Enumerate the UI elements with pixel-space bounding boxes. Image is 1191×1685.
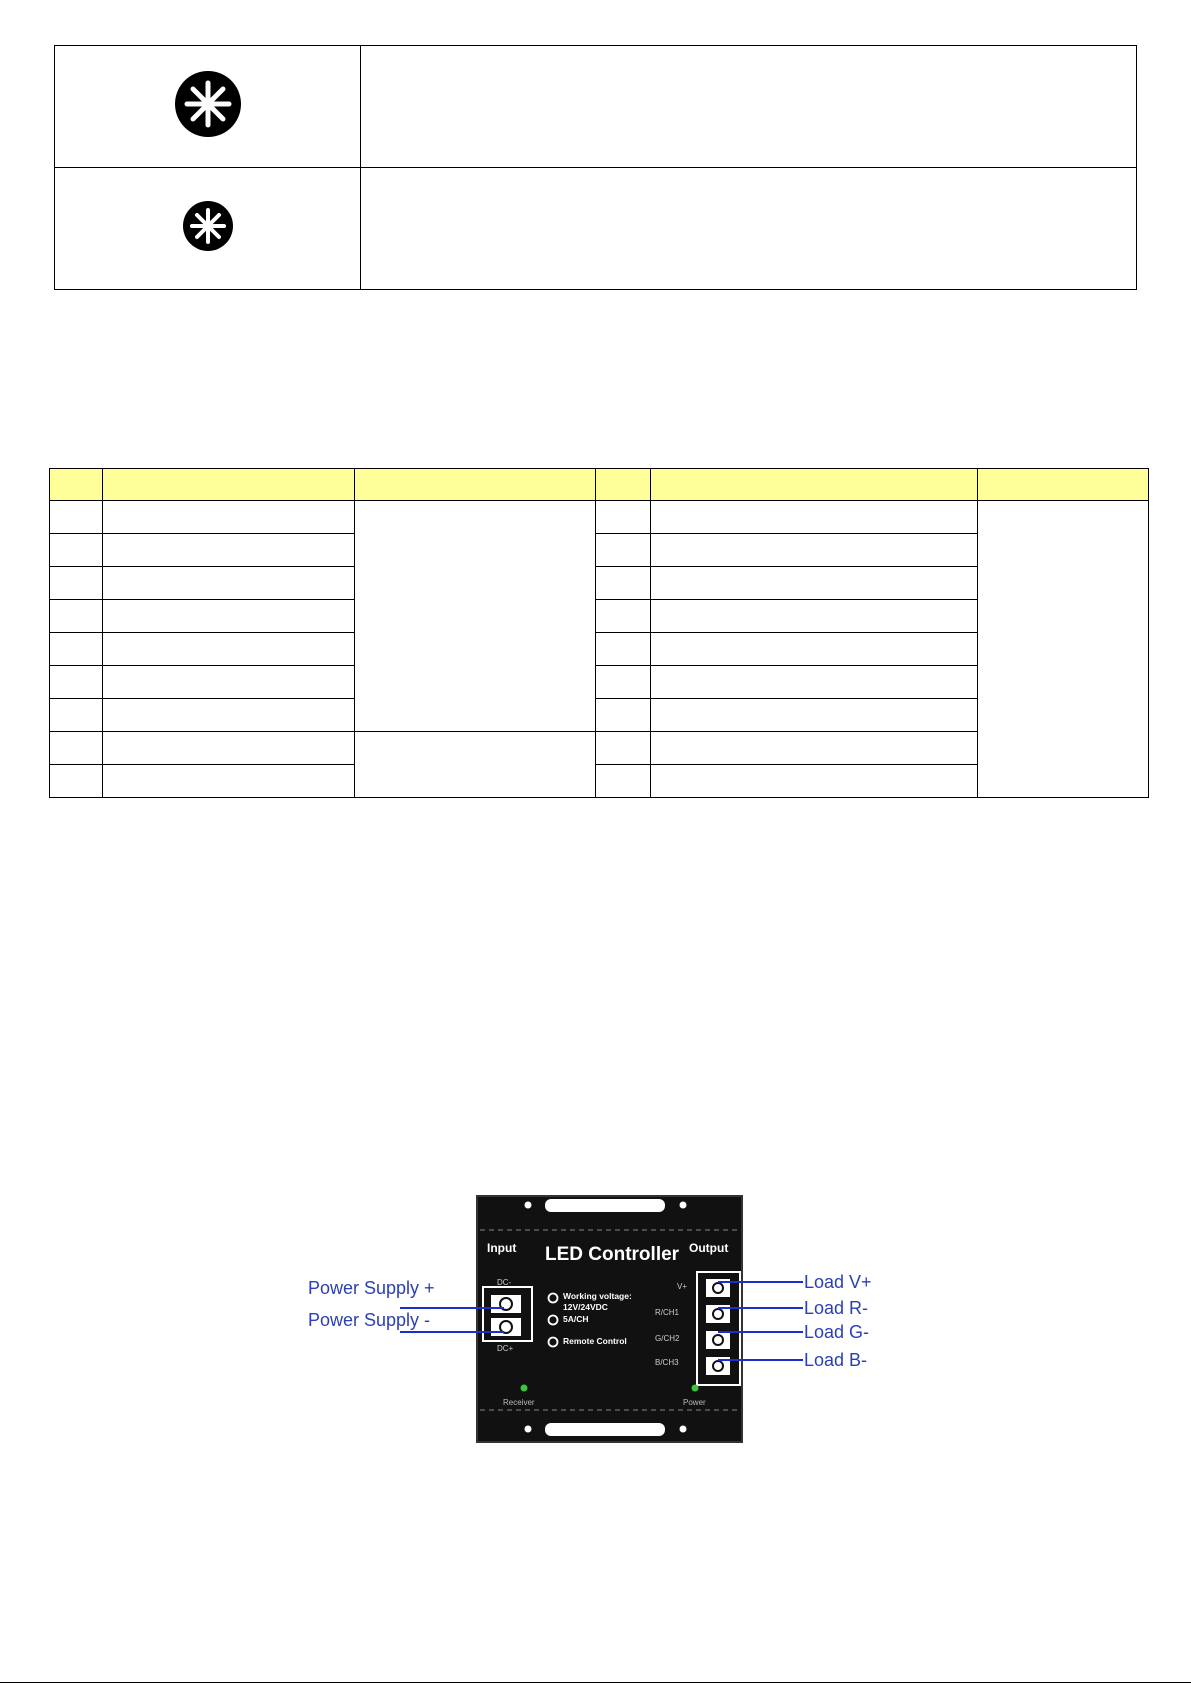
output-terminal — [706, 1331, 730, 1349]
table-cell — [50, 732, 103, 765]
spec-table — [49, 468, 1149, 798]
table-cell — [651, 534, 978, 567]
header-cell — [978, 469, 1149, 501]
table-cell — [651, 567, 978, 600]
table-cell-merged — [978, 501, 1149, 798]
output-label: Output — [689, 1241, 729, 1255]
table-cell — [103, 699, 355, 732]
icon-table-row — [55, 46, 1137, 168]
terminal-label-v-plus: V+ — [677, 1282, 688, 1291]
table-cell — [651, 699, 978, 732]
table-cell — [103, 534, 355, 567]
table-cell — [103, 633, 355, 666]
mount-slot-top — [545, 1199, 665, 1212]
info-line-remote: Remote Control — [563, 1336, 627, 1346]
load-v-plus-label: Load V+ — [804, 1272, 872, 1292]
table-cell — [651, 765, 978, 798]
table-cell — [50, 633, 103, 666]
table-cell — [596, 567, 651, 600]
table-cell — [596, 501, 651, 534]
header-cell — [651, 469, 978, 501]
icon-cell — [55, 168, 361, 290]
power-label: Power — [683, 1398, 706, 1407]
table-cell — [103, 765, 355, 798]
icon-table — [54, 45, 1137, 290]
table-cell — [50, 765, 103, 798]
table-cell — [596, 534, 651, 567]
mount-slot-bottom — [545, 1423, 665, 1436]
header-cell — [50, 469, 103, 501]
terminal-label-r: R/CH1 — [655, 1308, 680, 1317]
table-cell — [103, 666, 355, 699]
load-b-minus-label: Load B- — [804, 1350, 868, 1370]
icon-description-cell — [361, 46, 1137, 168]
header-cell — [355, 469, 596, 501]
info-line-current: 5A/CH — [563, 1314, 589, 1324]
header-cell — [103, 469, 355, 501]
screw-hole — [525, 1426, 532, 1433]
table-cell — [651, 732, 978, 765]
power-supply-minus-label: Power Supply - — [308, 1310, 431, 1330]
info-line-voltage-value: 12V/24VDC — [563, 1302, 608, 1312]
asterisk-icon — [173, 69, 243, 139]
table-cell — [50, 534, 103, 567]
table-cell — [651, 633, 978, 666]
power-led — [692, 1385, 699, 1392]
icon-table-row — [55, 168, 1137, 290]
page-bottom-rule — [0, 1682, 1191, 1683]
table-cell — [103, 600, 355, 633]
device-title: LED Controller — [545, 1244, 680, 1265]
table-cell — [651, 600, 978, 633]
terminal-label-dc-minus: DC- — [497, 1278, 512, 1287]
spec-table-header-row — [50, 469, 1149, 501]
table-cell — [596, 633, 651, 666]
power-supply-plus-label: Power Supply + — [308, 1278, 435, 1298]
table-cell — [651, 501, 978, 534]
table-cell-merged — [355, 732, 596, 798]
load-r-minus-label: Load R- — [804, 1298, 869, 1318]
info-line-voltage: Working voltage: — [563, 1291, 632, 1301]
terminal-label-b: B/CH3 — [655, 1358, 679, 1367]
screw-hole — [525, 1202, 532, 1209]
table-cell — [103, 567, 355, 600]
asterisk-icon — [181, 199, 235, 253]
table-cell — [596, 732, 651, 765]
table-cell — [651, 666, 978, 699]
receiver-label: Receiver — [503, 1398, 535, 1407]
screw-hole — [680, 1426, 687, 1433]
header-cell — [596, 469, 651, 501]
table-cell — [596, 699, 651, 732]
icon-cell — [55, 46, 361, 168]
table-row — [50, 501, 1149, 534]
icon-description-cell — [361, 168, 1137, 290]
table-cell — [50, 600, 103, 633]
wiring-diagram — [300, 1186, 900, 1446]
table-cell — [50, 699, 103, 732]
table-cell-merged — [355, 501, 596, 732]
table-cell — [596, 666, 651, 699]
table-cell — [50, 501, 103, 534]
terminal-label-dc-plus: DC+ — [497, 1344, 514, 1353]
terminal-label-g: G/CH2 — [655, 1334, 680, 1343]
table-cell — [103, 501, 355, 534]
table-cell — [596, 765, 651, 798]
input-label: Input — [487, 1241, 517, 1255]
screw-hole — [680, 1202, 687, 1209]
load-g-minus-label: Load G- — [804, 1322, 870, 1342]
table-cell — [103, 732, 355, 765]
table-cell — [50, 567, 103, 600]
table-cell — [596, 600, 651, 633]
table-cell — [50, 666, 103, 699]
receiver-led — [521, 1385, 528, 1392]
